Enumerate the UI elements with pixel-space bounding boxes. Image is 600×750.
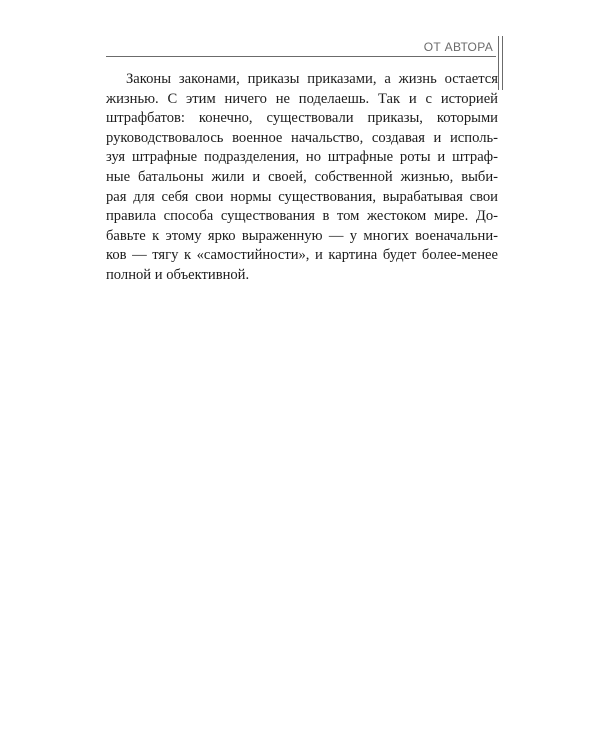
paragraph-line: жизнью. С этим ничего не поделаешь. Так и с историей — [106, 90, 498, 107]
header-rule — [106, 56, 496, 57]
paragraph-line: рая для себя свои нормы существования, вырабатывая свои — [106, 188, 498, 205]
paragraph-line: зуя штрафные подразделения, но штрафные роты и штраф- — [106, 149, 498, 166]
margin-bar-outer — [502, 36, 503, 90]
paragraph-line: ков — тягу к «самостийности», и картина будет более-менее — [106, 247, 498, 264]
running-head: ОТ АВТОРА — [423, 40, 493, 54]
paragraph-line: ные батальоны жили и своей, собственной жизнью, выби- — [106, 168, 498, 185]
body-paragraph — [106, 70, 498, 286]
paragraph-line: бавьте к этому ярко выраженную — у многих военачальни- — [106, 227, 498, 244]
paragraph-line: руководствовалось военное начальство, создавая и исполь- — [106, 129, 498, 146]
paragraph-line: правила способа существования в том жестоком мире. До- — [106, 208, 498, 225]
paragraph-line: Законы законами, приказы приказами, а жизнь остается — [126, 71, 498, 87]
margin-bar-inner — [498, 36, 499, 90]
paragraph-line: полной и объективной. — [106, 266, 250, 283]
paragraph-line: штрафбатов: конечно, существовали приказы, которыми — [106, 110, 498, 127]
